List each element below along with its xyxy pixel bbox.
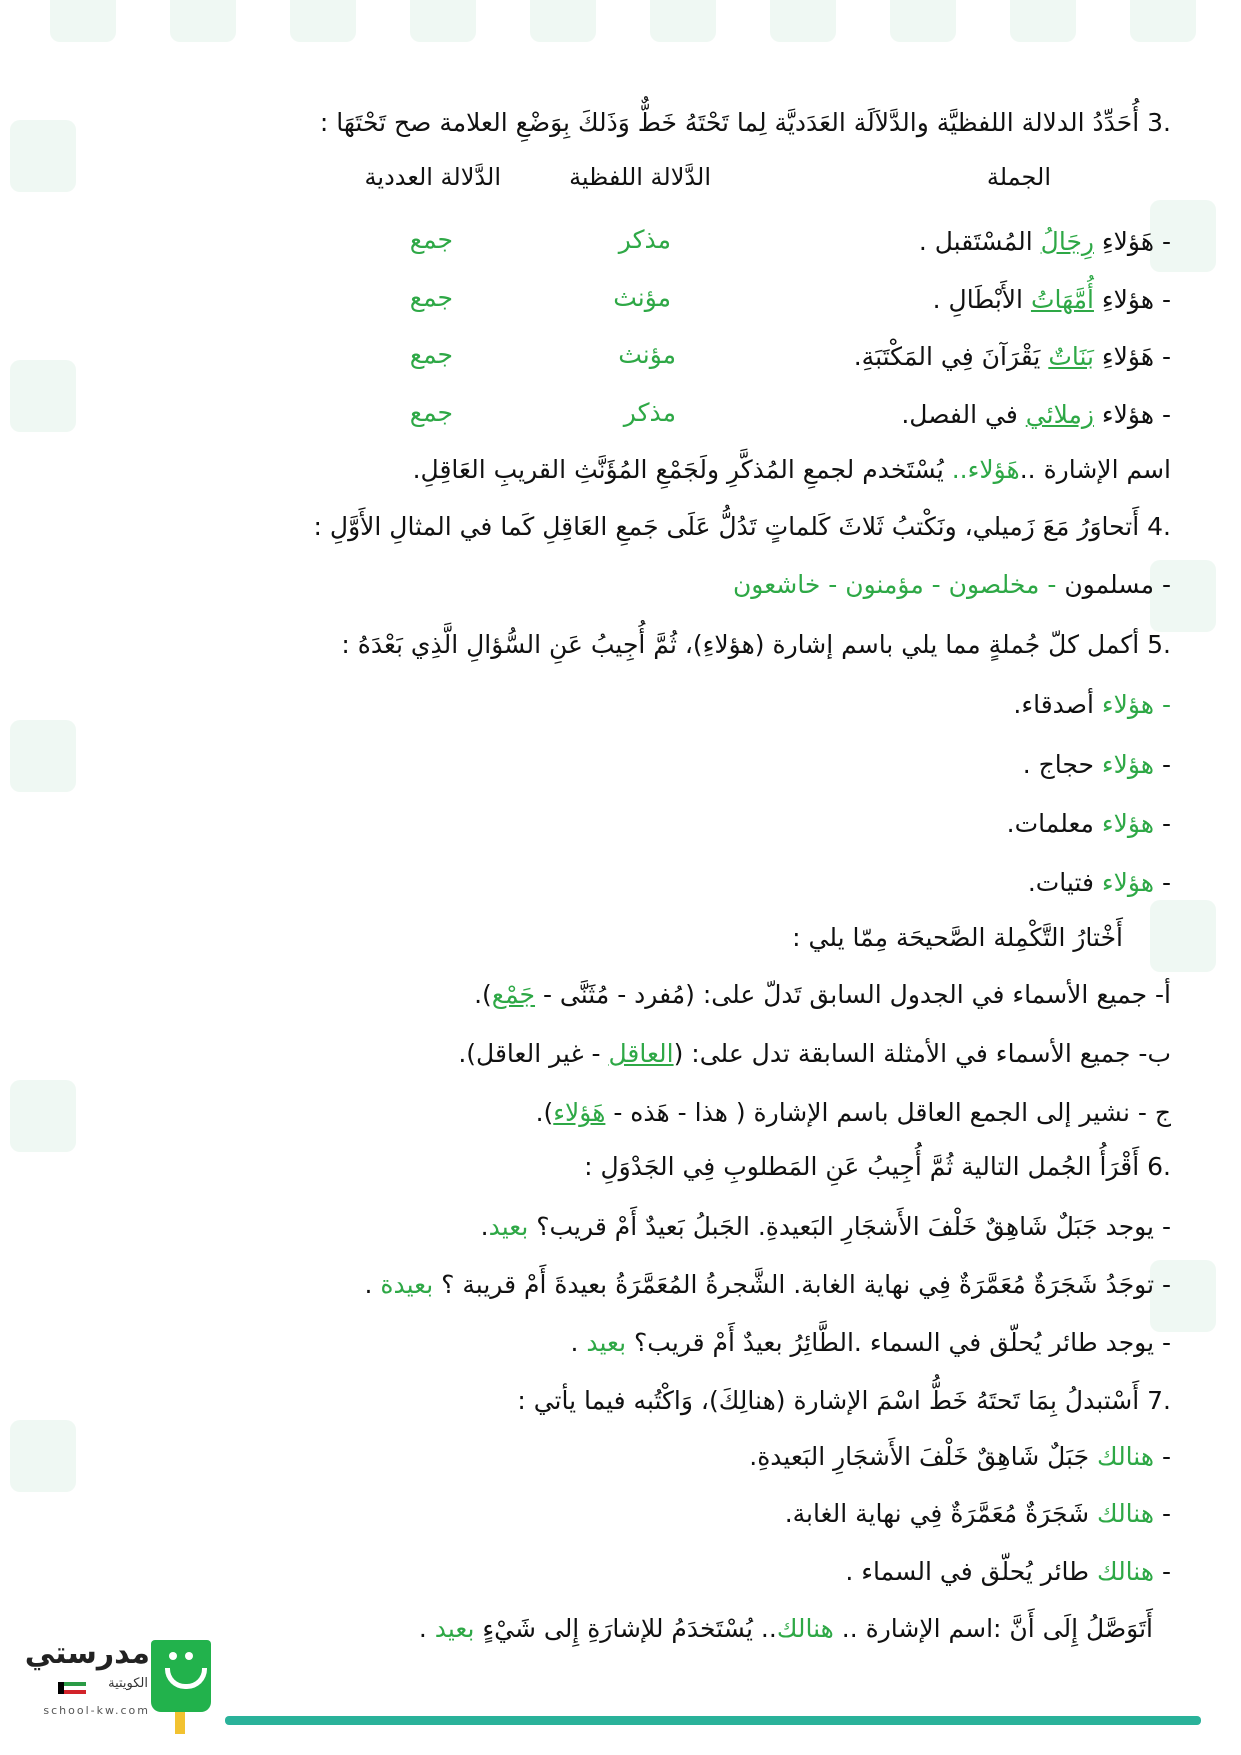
q3-lafzi-1: مذكر bbox=[618, 225, 671, 254]
q6-text: . bbox=[570, 1328, 587, 1357]
q7-conclusion-text: .. يُسْتَخدَمُ للإشارَةِ إِلى شَيْءٍ bbox=[474, 1614, 777, 1643]
q5-item-2 bbox=[1023, 748, 1171, 782]
answer-text: بعيد bbox=[488, 1212, 529, 1241]
answer-text: هَؤلاء bbox=[553, 1098, 606, 1127]
q5-title: .5 أكمل كلّ جُملةٍ مما يلي باسم إشارة (هؤلاءِ)، ثُمَّ أُجِيبُ عَنِ السُّؤالِ الَّذِي بَعْدَهُ : bbox=[341, 630, 1171, 659]
q3-adadi-1: جمع bbox=[409, 225, 453, 254]
answer-text: هؤلاء bbox=[1101, 750, 1155, 779]
q7-line-1 bbox=[749, 1440, 1171, 1474]
q3-adadi-4: جمع bbox=[409, 398, 453, 427]
header-adadiya: الدَّلالة العددية bbox=[364, 163, 501, 191]
q5-item-1 bbox=[1013, 688, 1171, 722]
answer-text: بعيد bbox=[586, 1328, 627, 1357]
q5-choice-a bbox=[474, 978, 1171, 1012]
q4-example: - مسلمون bbox=[1056, 570, 1171, 599]
q7-conclusion bbox=[419, 1612, 1153, 1646]
q7-text: طائر يُحلّق في السماء . bbox=[845, 1557, 1097, 1586]
footer-divider bbox=[225, 1716, 1201, 1725]
q7-title: .7 أَسْتبدلُ بِمَا تَحتَهُ خَطُّ اسْمَ الإشارة (هنالِكَ)، وَاكْتُبه فيما يأتي : bbox=[517, 1386, 1171, 1415]
q3-row-text: - هَؤلاءِ bbox=[1093, 227, 1171, 256]
q3-adadi-2: جمع bbox=[409, 283, 453, 312]
q5-choice-c bbox=[536, 1096, 1171, 1130]
q5-item-4 bbox=[1028, 866, 1171, 900]
answer-text: العاقل bbox=[608, 1039, 674, 1068]
underlined-word: رِجَالُ bbox=[1040, 227, 1094, 256]
q6-line-2 bbox=[365, 1268, 1172, 1302]
logo-name: مدرستي bbox=[24, 1636, 150, 1671]
logo-subtitle: الكويتية bbox=[108, 1676, 148, 1691]
answer-text: هنالك bbox=[1097, 1442, 1155, 1471]
answer-text: بعيد bbox=[434, 1614, 475, 1643]
header-lafziya: الدَّلالة اللفظية bbox=[569, 163, 711, 191]
q6-line-1 bbox=[481, 1210, 1171, 1244]
q3-row-text: - هَؤلاءِ bbox=[1093, 342, 1171, 371]
answer-text: بعيدة bbox=[380, 1270, 434, 1299]
q6-text: - توجَدُ شَجَرَةٌ مُعَمَّرَةٌ فِي نهاية الغابة. الشَّجرةُ المُعَمَّرَةُ بعيدةَ أَمْ قريبة ؟ bbox=[433, 1270, 1171, 1299]
q6-line-3 bbox=[570, 1326, 1171, 1360]
q3-row-text: - هؤلاءِ bbox=[1093, 285, 1171, 314]
answer-text: جَمْع bbox=[491, 980, 536, 1009]
dash: - bbox=[1154, 1442, 1171, 1471]
dash: - bbox=[1154, 1557, 1171, 1586]
q3-lafzi-4: مذكر bbox=[623, 398, 676, 427]
q3-row-text: يَقْرَآنَ فِي المَكْتَبَةِ. bbox=[853, 342, 1049, 371]
q3-conclusion-text: اسم الإشارة .. bbox=[1019, 455, 1171, 484]
answer-text: هؤلاء bbox=[1101, 868, 1155, 897]
answer-text: هنالك bbox=[1097, 1499, 1155, 1528]
madrasati-logo[interactable] bbox=[24, 1636, 214, 1750]
answer-text: هنالك bbox=[776, 1614, 834, 1643]
q3-conclusion-text: يُسْتَخدم لجمعِ المُذكَّرِ ولَجَمْعِ المُؤَنَّثِ القريبِ العَاقِلِ. bbox=[412, 455, 952, 484]
q3-row-1 bbox=[919, 225, 1171, 259]
q3-title: .3 أُحَدِّدُ الدلالة اللفظيَّة والدَّلاَلَة العَدَديَّة لِما تَحْتَهُ خَطٌّ وَذَلكَ بِوَضْعِ العلامة صح تَحْتَهَا : bbox=[319, 108, 1171, 137]
answer-text: هؤلاء bbox=[1101, 690, 1155, 719]
answer-text: هؤلاء bbox=[1101, 809, 1155, 838]
q3-conclusion bbox=[413, 453, 1171, 487]
underlined-word: بَنَاتٌ bbox=[1048, 342, 1094, 371]
underlined-word: زملائي bbox=[1025, 400, 1094, 429]
q5-item-text: معلمات. bbox=[1006, 809, 1102, 838]
q5-item-text: فتيات. bbox=[1027, 868, 1102, 897]
q3-lafzi-3: مؤنث bbox=[618, 340, 676, 369]
q5-choose: أَخْتارُ التَّكْمِلة الصَّحيحَة مِمّا يلي : bbox=[792, 923, 1123, 952]
q7-text: شَجَرَةٌ مُعَمَّرَةٌ فِي نهاية الغابة. bbox=[784, 1499, 1097, 1528]
q3-lafzi-2: مؤنث bbox=[613, 283, 671, 312]
choice-text: ). bbox=[535, 1098, 554, 1127]
q4-title: .4 أَتحاوَرُ مَعَ زَميلي، ونَكْتبُ ثَلاثَ كَلماتٍ تَدُلُّ عَلَى جَمعِ العَاقِلِ كَما في المثالِ الأَوَّلِ : bbox=[313, 512, 1171, 541]
q3-row-text: - هؤلاء bbox=[1093, 400, 1171, 429]
q6-text: - يوجد جَبَلٌ شَاهِقٌ خَلْفَ الأَشجَارِ البَعيدةِ. الجَبلُ بَعيدٌ أَمْ قريب؟ bbox=[528, 1212, 1171, 1241]
q5-item-text: أصدقاء. bbox=[1013, 690, 1102, 719]
q7-text: جَبَلٌ شَاهِقٌ خَلْفَ الأَشجَارِ البَعيدةِ. bbox=[749, 1442, 1097, 1471]
q3-row-3 bbox=[854, 340, 1171, 374]
q6-text: - يوجد طائر يُحلّق في السماء .الطَّائِرُ بعيدٌ أَمْ قريب؟ bbox=[626, 1328, 1171, 1357]
q3-row-text: المُسْتَقبل . bbox=[918, 227, 1041, 256]
q7-line-3 bbox=[845, 1555, 1171, 1589]
dash: - bbox=[1154, 1499, 1171, 1528]
q7-line-2 bbox=[785, 1497, 1171, 1531]
q3-adadi-3: جمع bbox=[409, 340, 453, 369]
dash: - bbox=[1154, 809, 1171, 838]
dash: - bbox=[1154, 690, 1171, 719]
dash: - bbox=[1154, 868, 1171, 897]
q6-title: .6 أَقْرَأُ الجُمل التالية ثُمَّ أُجِيبُ عَنِ المَطلوبِ فِي الجَدْوَلِ : bbox=[584, 1152, 1171, 1181]
q3-row-text: في الفصل. bbox=[901, 400, 1026, 429]
q5-item-3 bbox=[1007, 807, 1171, 841]
q6-text: . bbox=[480, 1212, 489, 1241]
choice-text: أ- جميع الأسماء في الجدول السابق تَدلّ على: (مُفرد - مُثَنَّى - bbox=[535, 980, 1171, 1009]
q5-item-text: حجاج . bbox=[1022, 750, 1102, 779]
q3-row-text: الأَبْطَالِ . bbox=[932, 285, 1031, 314]
choice-text: - غير العاقل). bbox=[458, 1039, 609, 1068]
logo-badge-icon bbox=[151, 1640, 211, 1712]
answer-text: هَؤلاء.. bbox=[951, 455, 1020, 484]
q7-conclusion-text: أَتَوَصَّلُ إِلَى أَنَّ :اسم الإشارة .. bbox=[833, 1614, 1153, 1643]
header-sentence: الجملة bbox=[986, 163, 1051, 191]
q6-text: . bbox=[364, 1270, 381, 1299]
underlined-word: أُمَّهَاتُ bbox=[1030, 285, 1094, 314]
q3-row-4 bbox=[901, 398, 1171, 432]
logo-url: school-kw.com bbox=[43, 1704, 150, 1717]
q7-conclusion-text: . bbox=[418, 1614, 435, 1643]
choice-text: ج - نشير إلى الجمع العاقل باسم الإشارة ( هذا - هَذه - bbox=[605, 1098, 1171, 1127]
dash: - bbox=[1154, 750, 1171, 779]
q5-choice-b bbox=[458, 1037, 1171, 1071]
answer-text: هنالك bbox=[1097, 1557, 1155, 1586]
choice-text: ب- جميع الأسماء في الأمثلة السابقة تدل على: ( bbox=[673, 1039, 1171, 1068]
answer-text: - مخلصون - مؤمنون - خاشعون bbox=[732, 570, 1057, 599]
choice-text: ). bbox=[474, 980, 492, 1009]
q3-row-2 bbox=[933, 283, 1171, 317]
q4-answers bbox=[733, 568, 1171, 602]
